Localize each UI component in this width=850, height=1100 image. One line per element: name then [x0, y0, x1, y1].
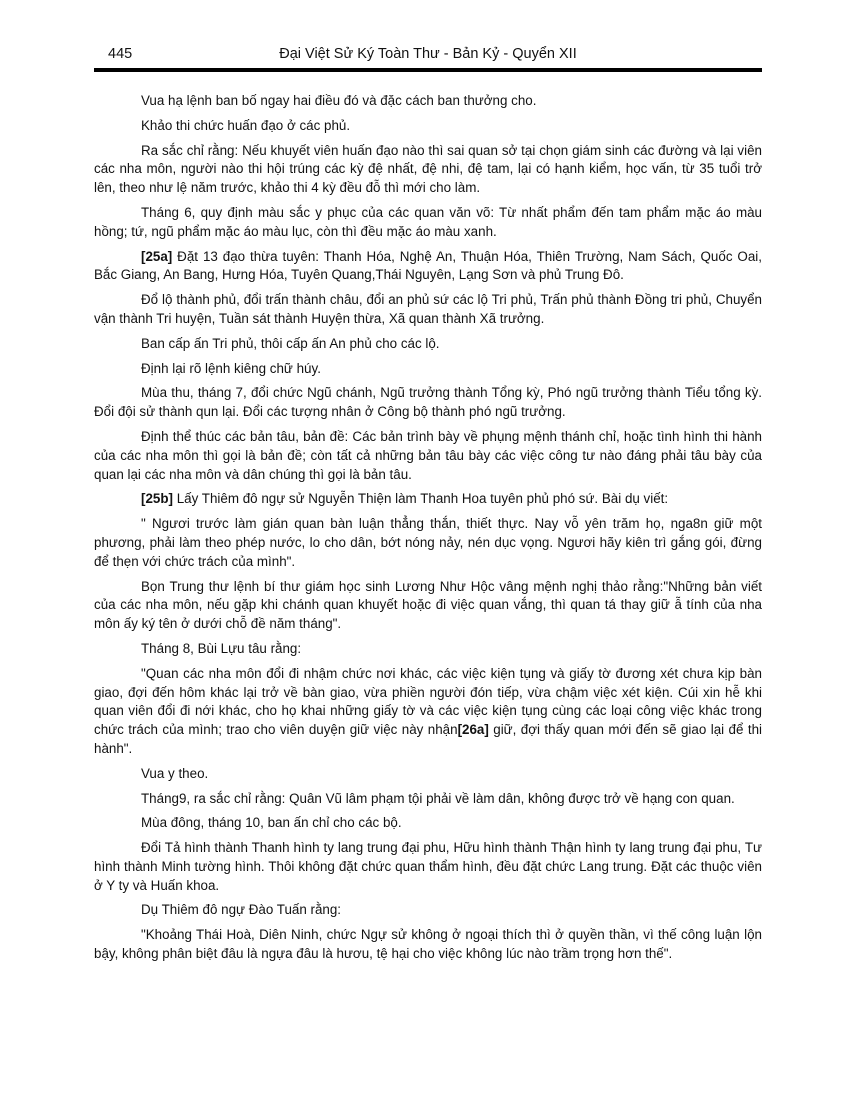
page-header [94, 44, 762, 72]
paragraph [94, 335, 762, 354]
paragraph [94, 248, 762, 286]
paragraph [94, 578, 762, 634]
paragraph [94, 515, 762, 571]
text-run: Tháng 8, Bùi Lựu tâu rằng: [141, 640, 302, 656]
text-run: "Khoảng Thái Hoà, Diên Ninh, chức Ngự sử không ở ngoại thích thì ở quyền thần, vì thế công luận lộn bậy, không phân biệt đâu là ngựa đâu là hươu, tệ hại cho việc không lúc nào trầm trọng hơn thế". [94, 927, 762, 962]
text-run: Tháng9, ra sắc chỉ rằng: Quân Vũ lâm phạm tội phải về làm dân, không được trở về hạng con quan. [141, 790, 735, 806]
text-run: Vua hạ lệnh ban bố ngay hai điều đó và đặc cách ban thưởng cho. [141, 93, 537, 108]
text-run: Vua y theo. [141, 765, 209, 781]
header-title: Đại Việt Sử Ký Toàn Thư - Bản Kỷ - Quyển XII [279, 46, 577, 62]
text-run: Dụ Thiêm đô ngự Đào Tuấn rằng: [141, 902, 342, 918]
text-run: Lấy Thiêm đô ngự sử Nguyễn Thiện làm Thanh Hoa tuyên phủ phó sứ. Bài dụ viết: [173, 491, 669, 507]
paragraph [94, 814, 762, 833]
paragraph [94, 640, 762, 659]
text-run: Đặt 13 đạo thừa tuyên: Thanh Hóa, Nghệ An, Thuận Hóa, Thiên Trường, Nam Sách, Quốc Oai, Bắc Giang, An Bang, Hưng Hóa, Tuyên Quang,Thái Nguyên, Lạng Sơn và phủ Trung Đô. [94, 248, 762, 283]
paragraph [94, 665, 762, 759]
text-run: Đổi Tả hình thành Thanh hình ty lang trung đại phu, Hữu hình thành Thận hình ty lang trung đại phu, Tư hình thành Minh tường hình. Thôi không đặt chức quan thẩm hình, đều đặt chức Lang trung. Đặt các thuộc viên ở Y ty và Huấn khoa. [94, 840, 762, 893]
text-run: Định lại rõ lệnh kiêng chữ húy. [141, 360, 321, 376]
paragraph [94, 926, 762, 964]
page-number: 445 [108, 46, 133, 62]
folio-marker: [25b] [141, 491, 173, 507]
paragraph [94, 490, 762, 509]
text-run: Ban cấp ấn Tri phủ, thôi cấp ấn An phủ cho các lộ. [141, 335, 440, 351]
text-run: Ra sắc chỉ rằng: Nếu khuyết viên huấn đạo nào thì sai quan sở tại chọn giám sinh các đường và lại viên các nha môn, người nào thi hội trúng các kỳ đệ nhất, đệ nhi, đệ tam, lại có hạnh kiểm, học vấn, từ 35 tuổi trở lên, theo như lệ năm trước, khảo thi 4 kỳ đều đỗ thì mới cho làm. [94, 142, 762, 196]
text-run: "Quan các nha môn đổi đi nhậm chức nơi khác, các việc kiện tụng và giấy tờ đương xét chưa kịp bàn giao, đợi đến hôm khác lại trở về bàn giao, vừa phiền người đón tiếp, vừa chậm việc xét kiện. Cúi xin hễ khi quan viên đổi đi nới khác, cho họ khai những giấy tờ và các việc kiện tụng cùng các loại công việc khác trong chức trách của mình; trao cho viên duyện giữ việc này nhận [94, 665, 762, 738]
text-run: Mùa đông, tháng 10, ban ấn chỉ cho các bộ. [141, 815, 402, 831]
document-body [94, 92, 762, 970]
paragraph [94, 117, 762, 136]
paragraph [94, 291, 762, 329]
paragraph [94, 204, 762, 242]
paragraph [94, 92, 762, 111]
paragraph [94, 142, 762, 198]
header-rule [94, 68, 762, 72]
text-run: Mùa thu, tháng 7, đổi chức Ngũ chánh, Ngũ trưởng thành Tổng kỳ, Phó ngũ trưởng thành Tiểu tổng kỳ. Đổi đội sử thành qun lại. Đổi các tượng nhân ở Công bộ thành phó ngũ trưởng. [94, 385, 762, 420]
paragraph [94, 839, 762, 895]
text-run: " Ngươi trước làm gián quan bàn luận thẳng thắn, thiết thực. Nay vỗ yên trăm họ, nga8n giữ một phương, phải làm theo phép nước, lo cho dân, bớt nóng nảy, nén dục vọng. Ngươi hãy kiên trì gắng gói, đừng để thẹn với chức trách của mình". [94, 516, 762, 569]
paragraph [94, 790, 762, 809]
text-run: Tháng 6, quy định màu sắc y phục của các quan văn võ: Từ nhất phẩm đến tam phẩm mặc áo màu hồng; tứ, ngũ phẩm mặc áo màu lục, còn thì đều mặc áo màu xanh. [94, 204, 762, 239]
paragraph [94, 428, 762, 484]
paragraph [94, 360, 762, 379]
text-run: giữ, đợi thấy quan mới đến sẽ giao lại để thi hành". [94, 722, 762, 756]
paragraph [94, 901, 762, 920]
folio-marker: [25a] [141, 248, 173, 264]
text-run: Định thể thúc các bản tâu, bản đề: Các bản trình bày về phụng mệnh thánh chỉ, hoặc tình hình thi hành của các nha môn thì gọi là bản đề; còn tất cả những bản tâu bày các việc công tư nào đáng phải tâu bày của quan lại các nha môn và dân chúng thì gọi là bản tâu. [94, 428, 762, 482]
text-run: Đổ lộ thành phủ, đổi trấn thành châu, đổi an phủ sứ các lộ Tri phủ, Trấn phủ thành Đồng tri phủ, Chuyển vận thành Tri huyện, Tuần sát thành Huyện thừa, Xã quan thành Xã trưởng. [94, 292, 762, 326]
paragraph [94, 765, 762, 784]
text-run: Bọn Trung thư lệnh bí thư giám học sinh Lương Như Hộc vâng mệnh nghị thảo rằng:"Những bản viết của các nha môn, nếu gặp khi chánh quan khuyết hoặc đi việc quan vắng, thì quan tá thay giữ ẫ tính của nha môn ấy ký tên ở dưới chỗ đề năm tháng". [94, 578, 762, 632]
header-row [94, 44, 762, 64]
folio-marker: [26a] [457, 722, 489, 738]
paragraph [94, 384, 762, 422]
text-run: Khảo thi chức huấn đạo ở các phủ. [141, 117, 351, 133]
